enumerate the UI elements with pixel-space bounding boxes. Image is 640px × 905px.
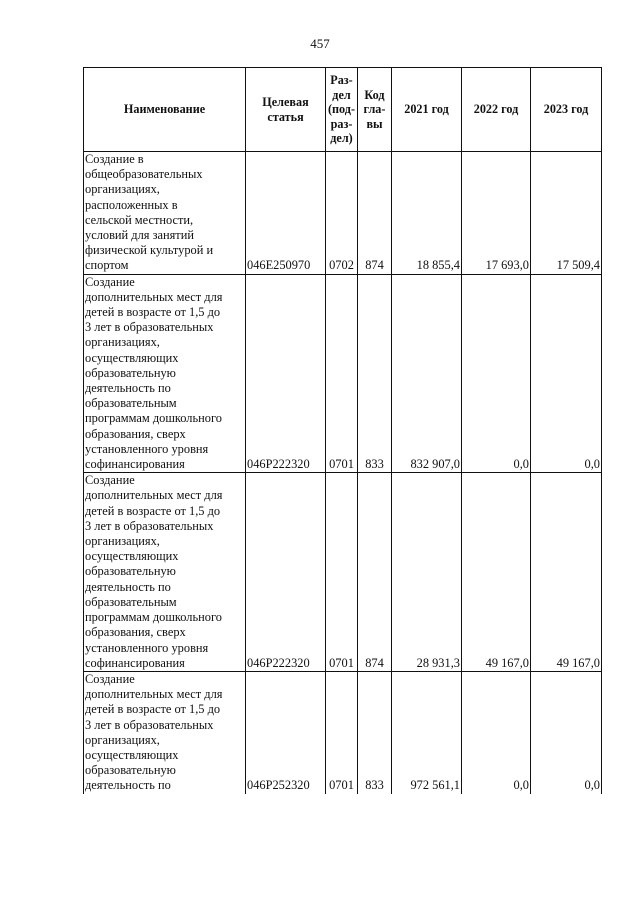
row-amount-2021: 18 855,4	[392, 152, 462, 275]
header-target-line-2: статья	[267, 109, 304, 124]
row-name	[84, 274, 246, 473]
row-name-line: Создание	[85, 274, 135, 289]
row-amount-2023: 0,0	[531, 274, 602, 473]
row-amount-2022: 0,0	[462, 671, 531, 793]
row-chapter-code: 874	[358, 473, 392, 672]
row-name-line: детей в возрасте от 1,5 до	[85, 305, 221, 320]
header-chapter-line: гла-	[363, 102, 386, 117]
row-name-line: организациях,	[85, 182, 160, 197]
header-section-line: дел	[332, 87, 351, 102]
row-amount-2022: 0,0	[462, 274, 531, 473]
row-name-line: детей в возрасте от 1,5 до	[85, 503, 221, 518]
row-amount-2021: 832 907,0	[392, 274, 462, 473]
row-target-article: 046P222320	[246, 274, 326, 473]
row-name-line: условий для занятий	[85, 228, 194, 243]
row-amount-2022: 17 693,0	[462, 152, 531, 275]
row-chapter-code: 833	[358, 671, 392, 793]
row-name-line: программам дошкольного	[85, 411, 222, 426]
row-section: 0701	[326, 274, 358, 473]
row-name	[84, 473, 246, 672]
row-name-line: деятельность по	[85, 381, 171, 396]
row-name-line: образовательную	[85, 763, 176, 778]
row-name-line: дополнительных мест для	[85, 289, 223, 304]
row-name-line: детей в возрасте от 1,5 до	[85, 702, 221, 717]
page-number: 457	[310, 36, 330, 51]
row-name-line: образовательную	[85, 365, 176, 380]
row-amount-2023: 17 509,4	[531, 152, 602, 275]
row-name-line: организациях,	[85, 534, 160, 549]
header-chapter-line: вы	[366, 116, 383, 131]
header-chapter-code	[358, 68, 392, 152]
row-name-line: общеобразовательных	[85, 167, 203, 182]
row-name	[84, 671, 246, 793]
row-name-line: образования, сверх	[85, 426, 186, 441]
header-year-2021: 2021 год	[392, 68, 462, 152]
row-name-line: образования, сверх	[85, 625, 186, 640]
row-name-line: Создание	[85, 671, 135, 686]
row-target-article: 046P222320	[246, 473, 326, 672]
row-name-line: установленного уровня	[85, 640, 209, 655]
header-section-line: (под-	[327, 102, 356, 117]
header-chapter-line: Код	[364, 87, 385, 102]
header-target-article	[246, 68, 326, 152]
row-name-line: образовательную	[85, 564, 176, 579]
budget-table	[83, 67, 602, 794]
row-name-line: Создание	[85, 473, 135, 488]
row-section: 0701	[326, 473, 358, 672]
row-name-line: Создание в	[85, 152, 144, 166]
row-name-line: деятельность по	[85, 579, 171, 594]
row-name-line: образовательным	[85, 594, 177, 609]
row-name	[84, 152, 246, 275]
header-name: Наименование	[84, 68, 246, 152]
header-year-2022: 2022 год	[462, 68, 531, 152]
header-section	[326, 68, 358, 152]
row-name-line: дополнительных мест для	[85, 488, 223, 503]
row-name-line: осуществляющих	[85, 747, 179, 762]
row-name-line: 3 лет в образовательных	[85, 320, 214, 335]
row-section: 0702	[326, 152, 358, 275]
row-amount-2021: 972 561,1	[392, 671, 462, 793]
table-row	[84, 473, 602, 672]
row-name-line: осуществляющих	[85, 350, 179, 365]
header-section-line: раз-	[330, 116, 353, 131]
row-name-line: 3 лет в образовательных	[85, 518, 214, 533]
header-section-line: Раз-	[330, 73, 353, 88]
row-name-line: спортом	[85, 258, 129, 273]
table-row	[84, 671, 602, 793]
row-name-line: софинансирования	[85, 655, 185, 670]
row-name-line: программам дошкольного	[85, 610, 222, 625]
row-name-line: осуществляющих	[85, 549, 179, 564]
row-chapter-code: 874	[358, 152, 392, 275]
row-name-line: расположенных в	[85, 197, 178, 212]
table-row	[84, 152, 602, 275]
row-name-line: сельской местности,	[85, 212, 194, 227]
row-amount-2022: 49 167,0	[462, 473, 531, 672]
row-chapter-code: 833	[358, 274, 392, 473]
row-section: 0701	[326, 671, 358, 793]
header-target-line-1: Целевая	[262, 94, 309, 109]
row-name-line: образовательным	[85, 396, 177, 411]
row-amount-2023: 0,0	[531, 671, 602, 793]
row-amount-2023: 49 167,0	[531, 473, 602, 672]
row-name-line: 3 лет в образовательных	[85, 717, 214, 732]
row-name-line: софинансирования	[85, 457, 185, 472]
header-section-line: дел)	[330, 131, 353, 146]
row-name-line: физической культурой и	[85, 243, 214, 258]
table-row	[84, 274, 602, 473]
row-name-line: установленного уровня	[85, 441, 209, 456]
header-row	[84, 68, 602, 152]
row-target-article: 046E250970	[246, 152, 326, 275]
row-name-line: организациях,	[85, 732, 160, 747]
header-year-2023: 2023 год	[531, 68, 602, 152]
row-name-line: дополнительных мест для	[85, 687, 223, 702]
row-name-line: организациях,	[85, 335, 160, 350]
row-name-line: деятельность по	[85, 778, 171, 793]
row-target-article: 046P252320	[246, 671, 326, 793]
row-amount-2021: 28 931,3	[392, 473, 462, 672]
